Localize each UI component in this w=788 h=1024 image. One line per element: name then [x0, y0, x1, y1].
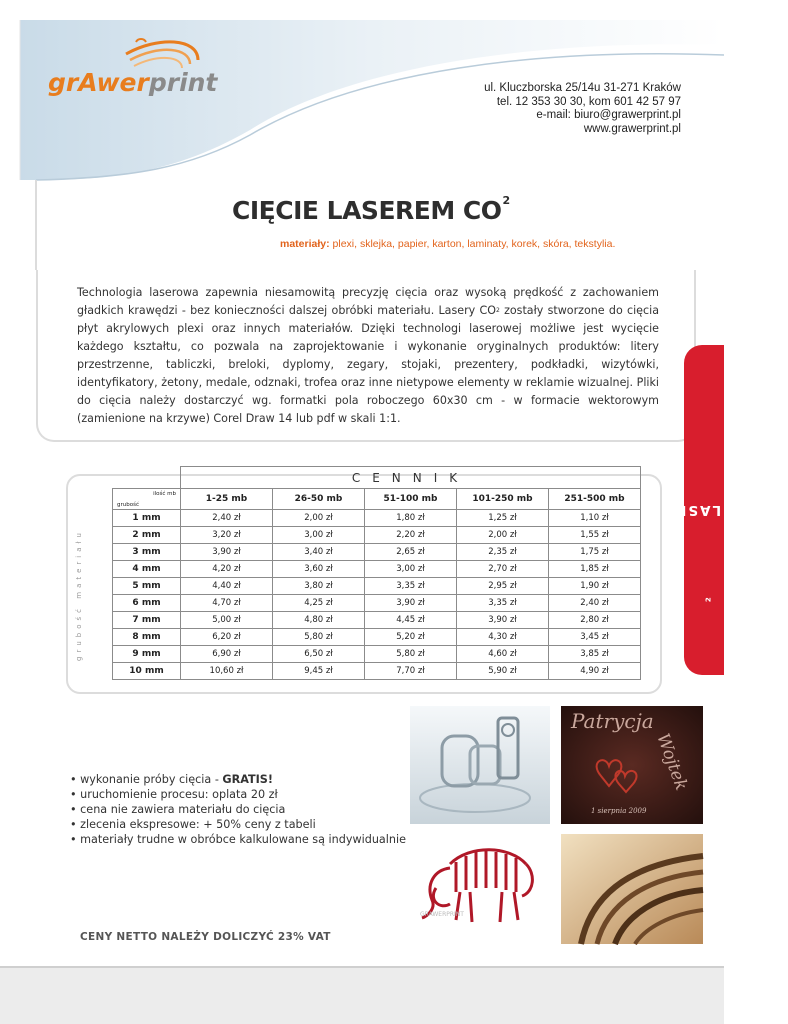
price-cell: 4,70 zł — [181, 595, 273, 612]
price-cell: 1,55 zł — [549, 527, 641, 544]
note-item: • materiały trudne w obróbce kalkulowane są indywidualnie — [70, 833, 406, 846]
thickness-axis-label — [66, 508, 92, 682]
price-cell: 3,40 zł — [273, 544, 365, 561]
website-link[interactable]: www.grawerprint.pl — [583, 122, 681, 135]
price-cell: 4,60 zł — [457, 646, 549, 663]
price-cell: 2,00 zł — [457, 527, 549, 544]
column-header: 1-25 mb — [181, 489, 273, 510]
price-cell: 4,30 zł — [457, 629, 549, 646]
wood-sign-line2: Wojtek — [652, 730, 692, 794]
price-cell: 6,50 zł — [273, 646, 365, 663]
price-cell: 3,60 zł — [273, 561, 365, 578]
note-item: • wykonanie próby cięcia - GRATIS! — [70, 773, 273, 786]
note-5: materiały trudne w obróbce kalkulowane są indywidualnie — [80, 833, 406, 846]
price-cell: 6,90 zł — [181, 646, 273, 663]
side-tab-sup: 2 — [704, 595, 713, 603]
price-cell: 2,00 zł — [273, 510, 365, 527]
price-cell: 2,95 zł — [457, 578, 549, 595]
page-title-text: CIĘCIE LASEREM CO — [232, 196, 502, 225]
column-header: 26-50 mb — [273, 489, 365, 510]
footer-band — [0, 968, 724, 1024]
price-cell: 3,35 zł — [365, 578, 457, 595]
wood-sign-photo — [561, 706, 703, 824]
price-cell: 4,90 zł — [549, 663, 641, 680]
table-row — [113, 629, 641, 646]
note-4: zlecenia ekspresowe: + 50% ceny z tabeli — [80, 818, 316, 831]
price-cell: 5,20 zł — [365, 629, 457, 646]
note-1-bold: GRATIS! — [222, 773, 273, 786]
price-table — [112, 466, 641, 680]
price-cell: 3,00 zł — [273, 527, 365, 544]
price-cell: 2,65 zł — [365, 544, 457, 561]
wood-sign-line1: Patrycja — [571, 709, 654, 733]
logo-part1: grAwer — [48, 68, 149, 97]
note-3: cena nie zawiera materiału do cięcia — [80, 803, 286, 816]
plexi-product-photo — [410, 706, 550, 824]
contact-block — [484, 82, 681, 136]
price-cell: 10,60 zł — [181, 663, 273, 680]
notes-list — [70, 772, 406, 847]
column-header: 101-250 mb — [457, 489, 549, 510]
price-cell: 1,10 zł — [549, 510, 641, 527]
price-cell: 4,80 zł — [273, 612, 365, 629]
price-cell: 3,90 zł — [457, 612, 549, 629]
page-title — [232, 196, 510, 225]
intro-part1: Technologia laserowa zapewnia niesamowitą precyzję cięcia oraz wysoką prędkość z zachowaniem gładkich krawędzi - bez konieczności dalszej obróbki materiału. Lasery CO — [77, 286, 659, 317]
address: ul. Kluczborska 25/14u 31-271 Kraków — [484, 82, 681, 94]
thickness-cell: 10 mm — [113, 663, 181, 680]
price-cell: 1,25 zł — [457, 510, 549, 527]
note-item: • zlecenia ekspresowe: + 50% ceny z tabeli — [70, 818, 316, 831]
price-cell: 2,80 zł — [549, 612, 641, 629]
table-row — [113, 510, 641, 527]
price-cell: 3,90 zł — [365, 595, 457, 612]
table-row — [113, 544, 641, 561]
email-link[interactable]: e-mail: biuro@grawerprint.pl — [536, 109, 681, 121]
table-row — [113, 646, 641, 663]
thickness-cell: 8 mm — [113, 629, 181, 646]
price-header-row — [113, 489, 641, 510]
table-row — [113, 561, 641, 578]
price-cell: 2,40 zł — [549, 595, 641, 612]
price-cell: 3,00 zł — [365, 561, 457, 578]
note-item: • uruchomienie procesu: oplata 20 zł — [70, 788, 278, 801]
thickness-cell: 4 mm — [113, 561, 181, 578]
intro-paragraph — [77, 284, 659, 428]
table-row — [113, 527, 641, 544]
plywood-edge-photo — [561, 834, 703, 944]
wood-sign-date: 1 sierpnia 2009 — [591, 807, 647, 815]
price-table-body — [113, 510, 641, 680]
price-cell: 1,80 zł — [365, 510, 457, 527]
price-cell: 3,80 zł — [273, 578, 365, 595]
note-1-prefix: wykonanie próby cięcia - — [80, 773, 223, 786]
price-cell: 9,45 zł — [273, 663, 365, 680]
corner-quantity-label: ilość mb — [153, 491, 176, 497]
page-title-sup: 2 — [502, 194, 510, 207]
column-header: 51-100 mb — [365, 489, 457, 510]
materials-line — [280, 238, 615, 250]
price-cell: 3,90 zł — [181, 544, 273, 561]
note-2: uruchomienie procesu: oplata 20 zł — [80, 788, 278, 801]
thickness-cell: 9 mm — [113, 646, 181, 663]
price-cell: 5,80 zł — [365, 646, 457, 663]
table-row — [113, 663, 641, 680]
price-cell: 3,35 zł — [457, 595, 549, 612]
note-item: • cena nie zawiera materiału do cięcia — [70, 803, 286, 816]
logo-part2: print — [148, 68, 218, 97]
thickness-cell: 5 mm — [113, 578, 181, 595]
price-cell: 3,85 zł — [549, 646, 641, 663]
logo — [48, 68, 217, 97]
thickness-cell: 3 mm — [113, 544, 181, 561]
table-row — [113, 595, 641, 612]
materials-label: materiały: — [280, 238, 330, 250]
price-cell: 1,85 zł — [549, 561, 641, 578]
intro-part2: zostały stworzone do cięcia płyt akrylowych plexi oraz innych materiałów. Dzięki technologi laserowej możliwe jest wycięcie każdego kształtu, co pozwala na zaprojektowanie i wykonanie oryginalnych produktów: litery przestrzenne, tabliczki, breloki, dyplomy, zegary, stojaki, prezentery, podkładki, wizytówki, identyfikatory, żetony, medale, odznaki, trofea oraz inne nietypowe elementy w reklamie wizualnej. Pliki do cięcia należy dostarczyć wg. formatki pola roboczego 60x30 cm - w formacie wektorowym (zamienione na krzywe) Corel Draw 14 lub pdf w skali 1:1. — [77, 304, 659, 425]
table-corner-cell — [113, 489, 181, 510]
price-cell: 2,70 zł — [457, 561, 549, 578]
table-row — [113, 578, 641, 595]
thickness-axis-text: grubość materiału — [75, 529, 83, 661]
column-header: 251-500 mb — [549, 489, 641, 510]
price-cell: 2,40 zł — [181, 510, 273, 527]
vat-note: CENY NETTO NALEŻY DOLICZYĆ 23% VAT — [80, 931, 331, 943]
price-table-title: CENNIK — [181, 467, 641, 489]
price-cell: 2,20 zł — [365, 527, 457, 544]
price-cell: 5,00 zł — [181, 612, 273, 629]
price-cell: 1,90 zł — [549, 578, 641, 595]
thickness-cell: 7 mm — [113, 612, 181, 629]
table-row — [113, 612, 641, 629]
price-cell: 6,20 zł — [181, 629, 273, 646]
price-cell: 1,75 zł — [549, 544, 641, 561]
price-cell: 7,70 zł — [365, 663, 457, 680]
side-tab-text: CIĘCIE LASEREM CO — [603, 502, 788, 518]
model-watermark: GRAWERPRINT — [420, 911, 464, 918]
intro-sup: 2 — [495, 307, 500, 314]
price-cell: 3,20 zł — [181, 527, 273, 544]
table-blank-cell — [113, 467, 181, 489]
price-cell: 4,20 zł — [181, 561, 273, 578]
price-cell: 5,80 zł — [273, 629, 365, 646]
corner-thickness-label: grubość — [117, 502, 139, 508]
price-cell: 4,45 zł — [365, 612, 457, 629]
price-cell: 5,90 zł — [457, 663, 549, 680]
thickness-cell: 1 mm — [113, 510, 181, 527]
thickness-cell: 6 mm — [113, 595, 181, 612]
thickness-cell: 2 mm — [113, 527, 181, 544]
phones: tel. 12 353 30 30, kom 601 42 57 97 — [496, 95, 681, 108]
price-cell: 2,35 zł — [457, 544, 549, 561]
price-cell: 3,45 zł — [549, 629, 641, 646]
side-tab-label — [603, 345, 788, 675]
materials-text: plexi, sklejka, papier, karton, laminaty, korek, skóra, tekstylia. — [329, 238, 616, 250]
mammoth-model-photo — [410, 834, 550, 944]
price-cell: 4,25 zł — [273, 595, 365, 612]
price-cell: 4,40 zł — [181, 578, 273, 595]
